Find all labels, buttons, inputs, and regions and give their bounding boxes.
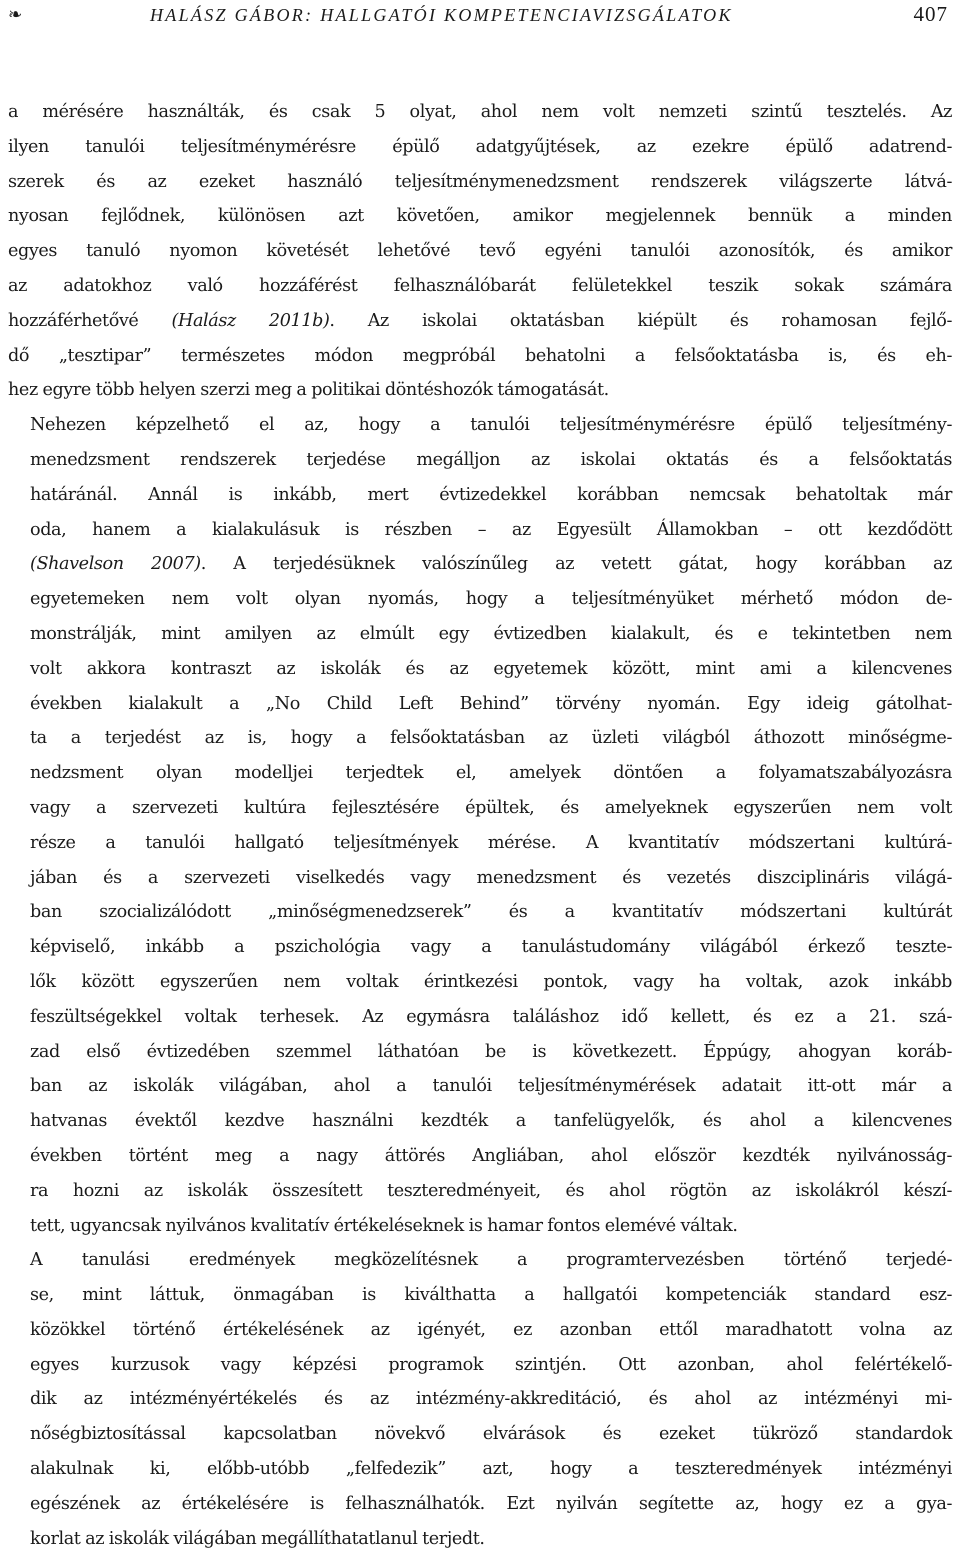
text-run: jában és a szervezeti viselkedés vagy menedzsment és vezetés diszciplináris világá- bbox=[30, 867, 952, 888]
text-line bbox=[8, 965, 952, 1000]
text-run: határánál. Annál is inkább, mert évtizedekkel korábban nemcsak behatoltak már bbox=[30, 484, 952, 505]
text-line bbox=[8, 1104, 952, 1139]
text-run: dő „tesztipar” természetes módon megpróbál behatolni a felsőoktatásba is, és eh- bbox=[8, 345, 952, 366]
text-line bbox=[8, 1417, 952, 1452]
text-run: években kialakult a „No Child Left Behind” törvény nyomán. Egy ideig gátolhat- bbox=[30, 693, 952, 714]
text-run: egyes kurzusok vagy képzési programok szintjén. Ott azonban, ahol felértékelő- bbox=[30, 1354, 952, 1375]
text-line bbox=[8, 130, 952, 165]
text-run: egészének az értékelésére is felhasználhatók. Ezt nyilván segítette az, hogy ez a gya- bbox=[30, 1493, 952, 1514]
text-line bbox=[8, 339, 952, 374]
text-run: hozzáférhetővé bbox=[8, 310, 172, 331]
text-run: években történt meg a nagy áttörés Angliában, ahol először kezdték nyilvánosság- bbox=[30, 1145, 952, 1166]
text-run: nedzsment olyan modelljei terjedtek el, amelyek döntően a folyamatszabályozásra bbox=[30, 763, 952, 784]
text-run: alakulnak ki, előbb-utóbb „felfedezik” azt, hogy a teszteredmények intézményi bbox=[30, 1459, 952, 1480]
text-run: az adatokhoz való hozzáférést felhasználóbarát felületekkel teszik sokak számára bbox=[8, 275, 952, 296]
text-line bbox=[8, 617, 952, 652]
text-run: lők között egyszerűen nem voltak érintkezési pontok, vagy ha voltak, azok inkább bbox=[30, 971, 952, 992]
text-line bbox=[8, 1069, 952, 1104]
text-run: Nehezen képzelhető el az, hogy a tanulói teljesítménymérésre épülő teljesítmény- bbox=[30, 415, 952, 436]
text-run: feszültségekkel voltak terhesek. Az egymásra találáshoz idő kellett, és ez a 21. szá- bbox=[30, 1006, 952, 1027]
text-line bbox=[8, 165, 952, 200]
paragraph-3 bbox=[8, 1243, 952, 1556]
text-run: ra hozni az iskolák összesített teszteredményeit, és ahol rögtön az iskolákról készí- bbox=[30, 1180, 952, 1201]
text-line bbox=[8, 756, 952, 791]
text-line bbox=[8, 582, 952, 617]
text-line bbox=[8, 1035, 952, 1070]
citation: (Halász 2011b) bbox=[171, 310, 330, 331]
text-line bbox=[8, 861, 952, 896]
text-line bbox=[8, 1452, 952, 1487]
text-line bbox=[8, 373, 952, 408]
text-run: monstrálják, mint amilyen az elmúlt egy évtizedben kialakult, és e tekintetben nem bbox=[30, 623, 952, 644]
page-number: 407 bbox=[913, 2, 948, 26]
text-run: ta a terjedést az is, hogy a felsőoktatásban az üzleti világból áthozott minőségme- bbox=[30, 728, 952, 749]
text-line bbox=[8, 687, 952, 722]
running-title: HALÁSZ GÁBOR: HALLGATÓI KOMPETENCIAVIZSGÁLATOK bbox=[150, 5, 733, 25]
text-run: hatvanas évektől kezdve használni kezdték a tanfelügyelők, és ahol a kilencvenes bbox=[30, 1111, 952, 1132]
text-line bbox=[8, 930, 952, 965]
text-line bbox=[8, 443, 952, 478]
text-run: korlat az iskolák világában megállíthatatlanul terjedt. bbox=[30, 1528, 485, 1549]
text-line bbox=[8, 199, 952, 234]
text-run: ilyen tanulói teljesítménymérésre épülő adatgyűjtések, az ezekre épülő adatrend- bbox=[8, 136, 952, 157]
text-run: volt akkora kontraszt az iskolák és az egyetemek között, mint ami a kilencvenes bbox=[30, 658, 952, 679]
text-line bbox=[8, 895, 952, 930]
text-run: a mérésére használták, és csak 5 olyat, ahol nem volt nemzeti szintű tesztelés. Az bbox=[8, 102, 952, 122]
text-run: egyes tanuló nyomon követését lehetővé tevő egyéni tanulói azonosítók, és amikor bbox=[8, 241, 952, 262]
text-run: ban szocializálódott „minőségmenedzserek” és a kvantitatív módszertani kultúrát bbox=[30, 902, 952, 923]
text-line bbox=[8, 408, 952, 443]
text-run: zad első évtizedében szemmel láthatóan be is következett. Éppúgy, ahogyan koráb- bbox=[30, 1041, 952, 1062]
fleuron-ornament-icon: ❧ bbox=[8, 5, 23, 25]
text-line bbox=[8, 234, 952, 269]
text-line bbox=[8, 513, 952, 548]
text-line bbox=[8, 1278, 952, 1313]
text-run: menedzsment rendszerek terjedése megálljon az iskolai oktatás és a felsőoktatás bbox=[30, 449, 952, 470]
text-line bbox=[8, 547, 952, 582]
text-line bbox=[8, 269, 952, 304]
text-run: egyetemeken nem volt olyan nyomás, hogy a teljesítményüket mérhető módon de- bbox=[30, 589, 952, 610]
text-line bbox=[8, 1243, 952, 1278]
text-run: . Az iskolai oktatásban kiépült és rohamosan fejlő- bbox=[329, 310, 952, 331]
text-run: ban az iskolák világában, ahol a tanulói teljesítménymérések adatait itt-ott már a bbox=[30, 1076, 952, 1097]
text-line bbox=[8, 826, 952, 861]
text-run: vagy a szervezeti kultúra fejlesztésére épültek, és amelyeknek egyszerűen nem volt bbox=[30, 797, 952, 818]
text-run: tett, ugyancsak nyilvános kvalitatív értékeléseknek is hamar fontos elemévé váltak. bbox=[30, 1215, 738, 1236]
text-run: közökkel történő értékelésének az igényét, ez azonban ettől maradhatott volna az bbox=[30, 1319, 952, 1340]
text-line bbox=[8, 1174, 952, 1209]
text-run: szerek és az ezeket használó teljesítménymenedzsment rendszerek világszerte látvá- bbox=[8, 171, 952, 192]
text-line bbox=[8, 478, 952, 513]
text-line bbox=[8, 652, 952, 687]
text-line bbox=[8, 1348, 952, 1383]
paragraph-2 bbox=[8, 408, 952, 1243]
text-run: képviselő, inkább a pszichológia vagy a tanulástudomány világából érkező teszte- bbox=[30, 937, 952, 958]
text-line bbox=[8, 1139, 952, 1174]
text-line bbox=[8, 1000, 952, 1035]
running-header bbox=[0, 0, 960, 40]
text-line bbox=[8, 1209, 952, 1244]
text-line bbox=[8, 1313, 952, 1348]
text-line bbox=[8, 791, 952, 826]
text-line bbox=[8, 304, 952, 339]
text-line bbox=[8, 1382, 952, 1417]
text-run: nyosan fejlődnek, különösen azt követően, amikor megjelennek bennük a minden bbox=[8, 206, 952, 227]
text-run: dik az intézményértékelés és az intézmény-akkreditáció, és ahol az intézményi mi- bbox=[30, 1389, 952, 1410]
paragraph-1 bbox=[8, 95, 952, 408]
body-text bbox=[8, 95, 952, 1556]
text-run: nőségbiztosítással kapcsolatban növekvő elvárások és ezeket tükröző standardok bbox=[30, 1424, 952, 1445]
text-run: oda, hanem a kialakulásuk is részben – az Egyesült Államokban – ott kezdődött bbox=[30, 519, 952, 540]
text-run: A tanulási eredmények megközelítésnek a programtervezésben történő terjedé- bbox=[30, 1250, 952, 1271]
text-run: része a tanulói hallgató teljesítmények mérése. A kvantitatív módszertani kultúrá- bbox=[30, 832, 952, 853]
text-run: se, mint láttuk, önmagában is kiválthatta a hallgatói kompetenciák standard esz- bbox=[30, 1285, 952, 1306]
text-run: . A terjedésüknek valószínűleg az vetett gátat, hogy korábban az bbox=[200, 554, 953, 575]
citation: (Shavelson 2007) bbox=[30, 554, 201, 575]
text-run: hez egyre több helyen szerzi meg a politikai döntéshozók támogatását. bbox=[8, 380, 609, 401]
text-line bbox=[8, 721, 952, 756]
text-line bbox=[8, 95, 952, 130]
text-line bbox=[8, 1487, 952, 1522]
